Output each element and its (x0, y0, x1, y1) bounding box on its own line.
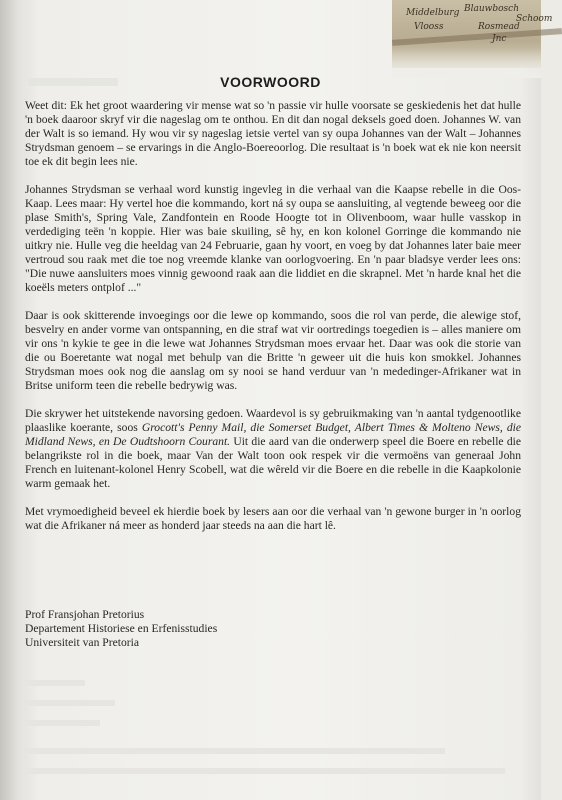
paragraph-1: Weet dit: Ek het groot waardering vir mense wat so 'n passie vir hulle voorsate se geskiedenis het dat hulle 'n boek daaroor skryf vir die nageslag om te onthou. En dit dan nogal deksels goed doen. Johannes W. van der Walt is so iemand. Hy wou vir sy nageslag ietsie vertel van sy oupa Johannes van der Walt – Johannes Strydsman genoem – se ervarings in die Anglo-Boereoorlog. Die resultaat is 'n boek wat ek nie kon neersit toe ek dit begin lees nie. (25, 99, 521, 168)
map-label-jnc: Jnc (492, 34, 507, 44)
paragraph-2: Johannes Strydsman se verhaal word kunstig ingevleg in die verhaal van die Kaapse rebelle in die Oos-Kaap. Lees maar: Hy vertel hoe die kommando, kort ná sy oupa se aansluiting, al vegtende beweeg oor die plase Smith's, Spring Vale, Zandfontein en Roode Hoogte tot in Olivenboom, waar hulle vasskop in verdediging teën 'n koppie. Hier was baie skuiling, sê hy, en kon kolonel Gorringe die kommando nie uitkry nie. Hulle veg die heeldag van 24 Februarie, gaan hy voort, en voeg by dat Johannes later baie meer vertroud sou raak met die toe nog vreemde klanke van oorlogvoering. En 'n paar bladsye verder lees ons: "Die nuwe aansluiters moes vinnig gewoond raak aan die liddiet en die skrapnel. Met 'n harde knal het die koeëls meters ontplof ..." (25, 183, 521, 294)
newspaper-list: Grocott's Penny Mail, die Somerset Budget, Albert Times & Molteno News, die Midland News, en De Oudtshoorn Courant. (25, 421, 521, 448)
author-name: Prof Fransjohan Pretorius (25, 608, 145, 621)
paragraph-4 (25, 407, 521, 491)
map-label-middelburg: Middelburg (406, 8, 460, 18)
foreword-body (25, 99, 521, 533)
show-through-line (25, 748, 445, 754)
map-label-vlooss: Vlooss (414, 22, 444, 32)
paragraph-4-text: Die skrywer het uitstekende navorsing gedoen. Waardevol is sy gebruikmaking van 'n aantal tydgenootlike plaaslike koerante, soos (25, 407, 521, 434)
show-through-line (25, 720, 100, 726)
paragraph-5: Met vrymoedigheid beveel ek hierdie boek by lesers aan oor die verhaal van 'n gewone burger in 'n oorlog wat die Afrikaner ná meer as honderd jaar steeds na aan die hart lê. (25, 505, 521, 532)
map-label-blauwbosch: Blauwbosch (464, 4, 519, 14)
signature-block (25, 608, 217, 650)
map-label-rosmead: Rosmead (478, 22, 520, 32)
author-department: Departement Historiese en Erfenisstudies (25, 622, 218, 635)
show-through-line (25, 700, 115, 706)
paragraph-3: Daar is ook skitterende invoegings oor die lewe op kommando, soos die rol van perde, die alewige stof, besvelry en ander vorme van ontspanning, en die straf wat vir oortredings toegedien is – alles maniere om vir ons 'n kykie te gee in die lewe wat Johannes Strydsman moes ervaar het. Daar was ook die storie van die ou Boeretante wat nogal met behulp van die Britte 'n geweer uit die huis kon smokkel. Johannes Strydsman moes ook nog die aanslag om sy nooi se hand verduur van 'n mededinger-Afrikaner wat in Britse uniform teen die rebelle bedrywig was. (25, 309, 521, 392)
map-label-schoom: Schoom (516, 14, 553, 24)
paragraph-4-text-end: Uit die aard van die onderwerp speel die Boere en rebelle die belangrikste rol in die boek, maar Van der Walt toon ook respek vir die vermoëns van generaal John French en luitenant-kolonel Henry Scobell, wat die wêreld vir die Boere en die rebelle in die Kaapkolonie warm gemaak het. (25, 435, 521, 490)
author-university: Universiteit van Pretoria (25, 636, 139, 649)
show-through-line (25, 768, 505, 774)
show-through-line (25, 680, 85, 686)
page-edge-shadow (0, 0, 18, 800)
page-title: VOORWOORD (220, 74, 321, 90)
